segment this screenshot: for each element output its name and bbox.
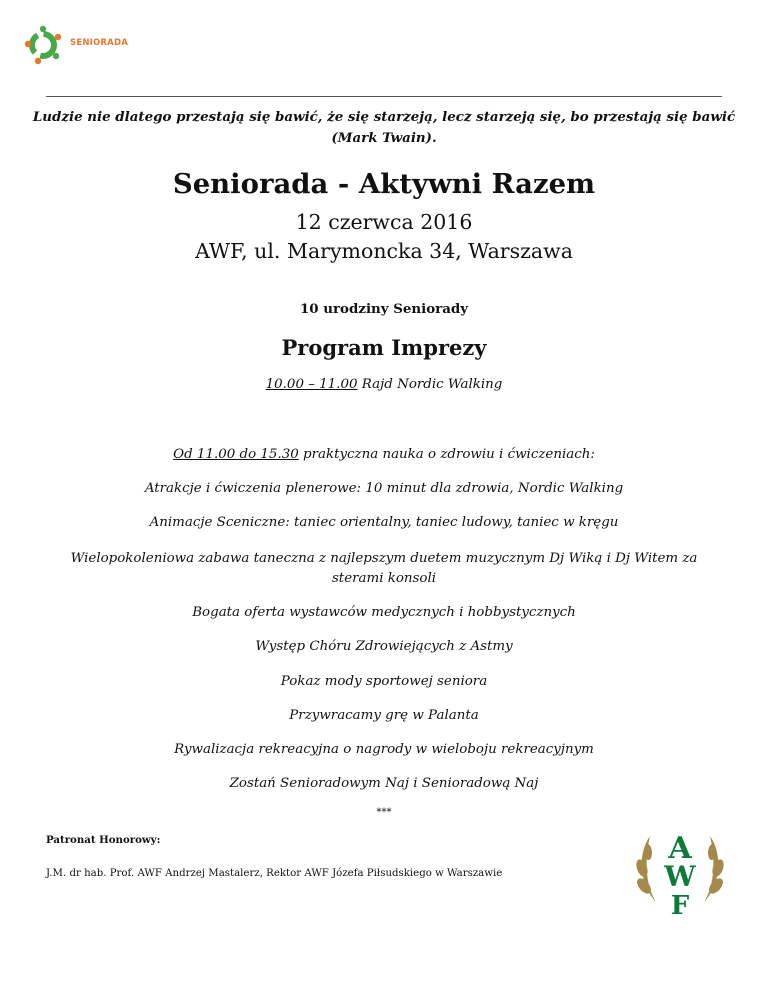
awf-letter-w: W xyxy=(664,860,696,893)
awf-letter-f: F xyxy=(670,891,690,918)
program-list-item: Animacje Sceniczne: taniec orientalny, taniec ludowy, taniec w kręgu xyxy=(149,515,619,530)
awf-letter-a: A xyxy=(668,831,692,866)
header-divider xyxy=(46,96,722,97)
program-list-item: Pokaz mody sportowej seniora xyxy=(280,674,488,689)
awf-logo-icon xyxy=(632,828,728,918)
anniversary-text: 10 urodziny Seniorady xyxy=(299,301,469,317)
logo-text: SENIORADA xyxy=(70,38,128,48)
program-item-second xyxy=(30,445,738,465)
program-heading: Program Imprezy xyxy=(281,335,487,360)
program-list-item: Zostań Senioradowym Naj i Senioradową Naj xyxy=(229,776,539,791)
program-list-item: Bogata oferta wystawców medycznych i hobbystycznych xyxy=(192,605,576,620)
program-text: Rajd Nordic Walking xyxy=(357,377,503,392)
program-list-item: Przywracamy grę w Palanta xyxy=(289,708,479,723)
patronat-text: J.M. dr hab. Prof. AWF Andrzej Mastalerz, Rektor AWF Józefa Piłsudskiego w Warszawie xyxy=(46,868,503,879)
program-item-first xyxy=(30,375,738,395)
event-date: 12 czerwca 2016 xyxy=(295,210,473,234)
program-list-item: Atrakcje i ćwiczenia plenerowe: 10 minut dla zdrowia, Nordic Walking xyxy=(144,481,624,496)
program-list-item: Występ Chóru Zdrowiejących z Astmy xyxy=(255,639,513,654)
program-text: praktyczna nauka o zdrowiu i ćwiczeniach: xyxy=(298,447,595,462)
quote: Ludzie nie dlatego przestają się bawić, że się starzeją, lecz starzeją się, bo przestają się bawić (Mark Twain). xyxy=(32,109,736,146)
patronat-heading: Patronat Honorowy: xyxy=(46,834,161,846)
program-list-item: Wielopokoleniowa zabawa taneczna z najlepszym duetem muzycznym Dj Wiką i Dj Witem za sterami konsoli xyxy=(70,551,698,586)
program-list-item: Rywalizacja rekreacyjna o nagrody w wieloboju rekreacyjnym xyxy=(174,742,594,757)
event-place: AWF, ul. Marymoncka 34, Warszawa xyxy=(195,239,573,263)
event-title: Seniorada - Aktywni Razem xyxy=(172,168,596,200)
program-time: 10.00 – 11.00 xyxy=(265,377,358,392)
program-time: Od 11.00 do 15.30 xyxy=(173,447,299,462)
separator: *** xyxy=(376,807,392,818)
